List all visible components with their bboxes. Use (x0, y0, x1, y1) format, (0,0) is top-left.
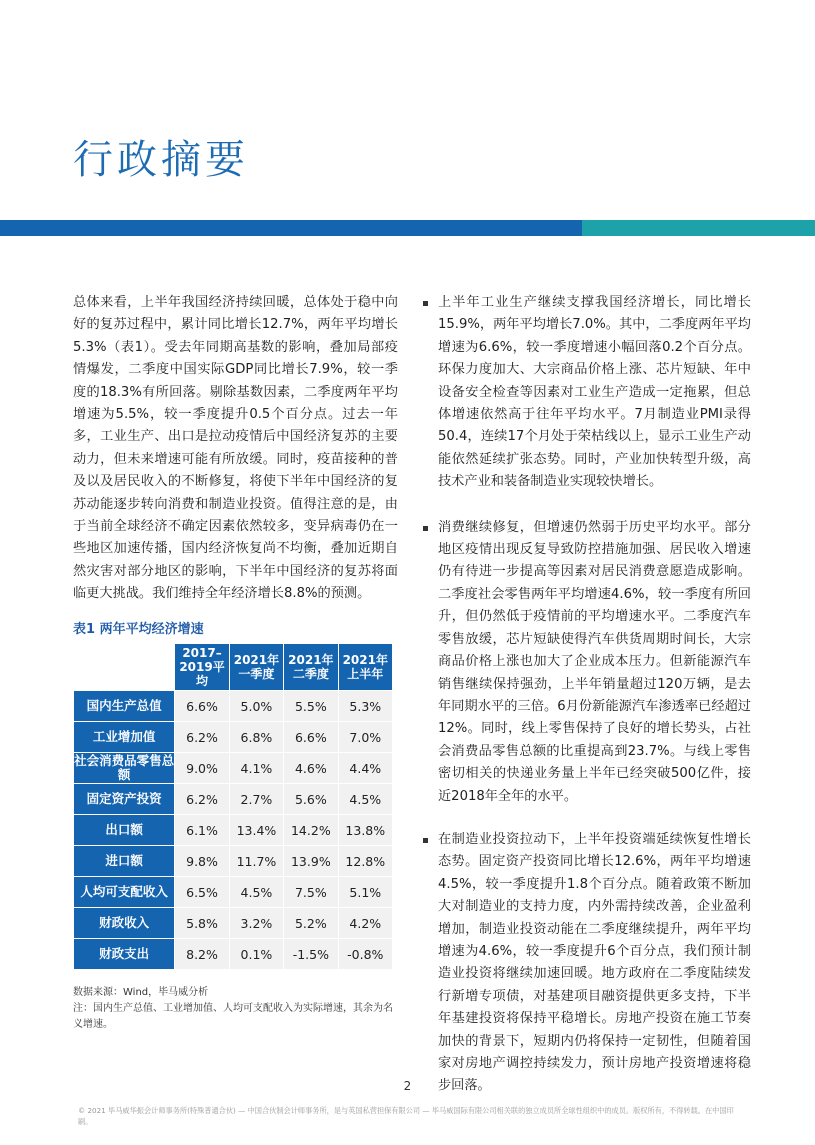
table-row (74, 939, 393, 970)
table-row (74, 908, 393, 939)
header-cell: 2021年一季度 (229, 644, 283, 691)
table-cell: 5.1% (338, 877, 392, 908)
table-cell: -1.5% (284, 939, 338, 970)
table-cell: 12.8% (338, 846, 392, 877)
table-cell: 4.6% (284, 753, 338, 784)
table-title: 表1 两年平均经济增速 (73, 622, 204, 637)
table-cell: 4.5% (229, 877, 283, 908)
row-label: 固定资产投资 (74, 784, 175, 815)
list-item: 上半年工业生产继续支撑我国经济增长，同比增长15.9%，两年平均增长7.0%。其中，二季度两年平均增速为6.6%，较一季度增速小幅回落0.2个百分点。环保力度加大、大宗商品价格上涨、芯片短缺、年中设备安全检查等因素对工业生产造成一定拖累，但总体增速依然高于往年平均水平。7月制造业PMI录得50.4，连续17个月处于荣枯线以上，显示工业生产动能依然延续扩张态势。同时，产业加快转型升级，高技术产业和装备制造业实现较快增长。 (421, 292, 751, 494)
growth-table (73, 643, 393, 970)
table-cell: 9.0% (175, 753, 229, 784)
table-cell: 7.5% (284, 877, 338, 908)
table-header-row (74, 644, 393, 691)
table-row (74, 722, 393, 753)
row-label: 财政支出 (74, 939, 175, 970)
table-cell: 5.2% (284, 908, 338, 939)
table-cell: 9.8% (175, 846, 229, 877)
table-row (74, 691, 393, 722)
table-cell: -0.8% (338, 939, 392, 970)
table-cell: 4.5% (338, 784, 392, 815)
summary-paragraph: 总体来看，上半年我国经济持续回暖，总体处于稳中向好的复苏过程中，累计同比增长12.7%，两年平均增长5.3%（表1）。受去年同期高基数的影响，叠加局部疫情爆发，二季度中国实际GDP同比增长7.9%，较一季度的18.3%有所回落。剔除基数因素，二季度两年平均增速为5.5%，较一季度提升0.5个百分点。过去一年多，工业生产、出口是拉动疫情后中国经济复苏的主要动力，但未来增速可能有所放缓。同时，疫苗接种的普及以及居民收入的不断修复，将使下半年中国经济的复苏动能逐步转向消费和制造业投资。值得注意的是，由于当前全球经济不确定因素依然较多，变异病毒仍在一些地区加速传播，国内经济恢复尚不均衡，叠加近期自然灾害对部分地区的影响，下半年中国经济的复苏将面临更大挑战。我们维持全年经济增长8.8%的预测。 (73, 295, 398, 602)
row-label: 进口额 (74, 846, 175, 877)
row-label: 工业增加值 (74, 722, 175, 753)
list-item: 消费继续修复，但增速仍然弱于历史平均水平。部分地区疫情出现反复导致防控措施加强、居民收入增速仍有待进一步提高等因素对居民消费意愿造成影响。二季度社会零售两年平均增速4.6%，较一季度有所回升，但仍然低于疫情前的平均增速水平。二季度汽车零售放缓，芯片短缺使得汽车供货周期时间长，大宗商品价格上涨也加大了企业成本压力。但新能源汽车销售继续保持强劲，上半年销量超过120万辆，是去年同期水平的三倍。6月份新能源汽车渗透率已经超过12%。同时，线上零售保持了良好的增长势头，占社会消费品零售总额的比重提高到23.7%。与线上零售密切相关的快递业务量上半年已经突破500亿件，接近2018年全年的水平。 (421, 517, 751, 808)
table-cell: 4.2% (338, 908, 392, 939)
table-cell: 6.1% (175, 815, 229, 846)
table-cell: 2.7% (229, 784, 283, 815)
table-cell: 0.1% (229, 939, 283, 970)
table-cell: 5.3% (338, 691, 392, 722)
row-label: 财政收入 (74, 908, 175, 939)
table-note: 注：国内生产总值、工业增加值、人均可支配收入为实际增速，其余为名义增速。 (73, 1003, 393, 1030)
table-cell: 4.4% (338, 753, 392, 784)
row-label: 国内生产总值 (74, 691, 175, 722)
row-label: 社会消费品零售总额 (74, 753, 175, 782)
table-cell: 6.6% (284, 722, 338, 753)
table-cell: 5.8% (175, 908, 229, 939)
page-number: 2 (403, 1079, 412, 1093)
footer-copyright: © 2021 毕马威华振会计师事务所(特殊普通合伙) — 中国合伙制会计师事务所，是与英国私营担保有限公司 — 毕马威国际有限公司相关联的独立成员所全球性组织中的成员。版权所有，不得转载。在中国印刷。 (78, 1106, 734, 1126)
table-cell: 6.2% (175, 722, 229, 753)
table-cell: 13.8% (338, 815, 392, 846)
table-cell: 6.8% (229, 722, 283, 753)
table-cell: 5.5% (284, 691, 338, 722)
table-cell: 13.9% (284, 846, 338, 877)
page-title: 行政摘要 (73, 137, 249, 183)
table-cell: 3.2% (229, 908, 283, 939)
row-label: 出口额 (74, 815, 175, 846)
header-band-blue (0, 220, 582, 236)
table-cell: 7.0% (338, 722, 392, 753)
table-cell: 6.6% (175, 691, 229, 722)
table-cell: 6.5% (175, 877, 229, 908)
header-cell: 2021年上半年 (338, 644, 392, 691)
table-cell: 14.2% (284, 815, 338, 846)
table-row (74, 815, 393, 846)
header-band-teal (582, 220, 815, 236)
bullet-list (421, 292, 751, 1098)
table-cell: 6.2% (175, 784, 229, 815)
header-cell: 2017–2019平均 (175, 644, 229, 691)
header-corner (74, 644, 175, 691)
header-cell: 2021年二季度 (284, 644, 338, 691)
table-source: 数据来源：Wind，毕马威分析 (73, 987, 209, 998)
table-cell: 8.2% (175, 939, 229, 970)
table-cell: 4.1% (229, 753, 283, 784)
table-cell: 11.7% (229, 846, 283, 877)
table-row (74, 784, 393, 815)
table-row (74, 846, 393, 877)
table-row (74, 753, 393, 784)
table-cell: 5.6% (284, 784, 338, 815)
table-cell: 13.4% (229, 815, 283, 846)
row-label: 人均可支配收入 (74, 877, 175, 908)
table-cell: 5.0% (229, 691, 283, 722)
list-item: 在制造业投资拉动下，上半年投资端延续恢复性增长态势。固定资产投资同比增长12.6%，两年平均增速4.5%，较一季度提升1.8个百分点。随着政策不断加大对制造业的支持力度，内外需持续改善，企业盈利增加，制造业投资动能在二季度继续提升，两年平均增速为4.6%，较一季度提升6个百分点，我们预计制造业投资将继续加速回暖。地方政府在二季度陆续发行新增专项债，对基建项目融资提供更多支持，下半年基建投资将保持平稳增长。房地产投资在施工节奏加快的背景下，短期内仍将保持一定韧性，但随着国家对房地产调控持续发力，预计房地产投资增速将稳步回落。 (421, 829, 751, 1098)
table-row (74, 877, 393, 908)
table-notes (73, 985, 393, 1033)
